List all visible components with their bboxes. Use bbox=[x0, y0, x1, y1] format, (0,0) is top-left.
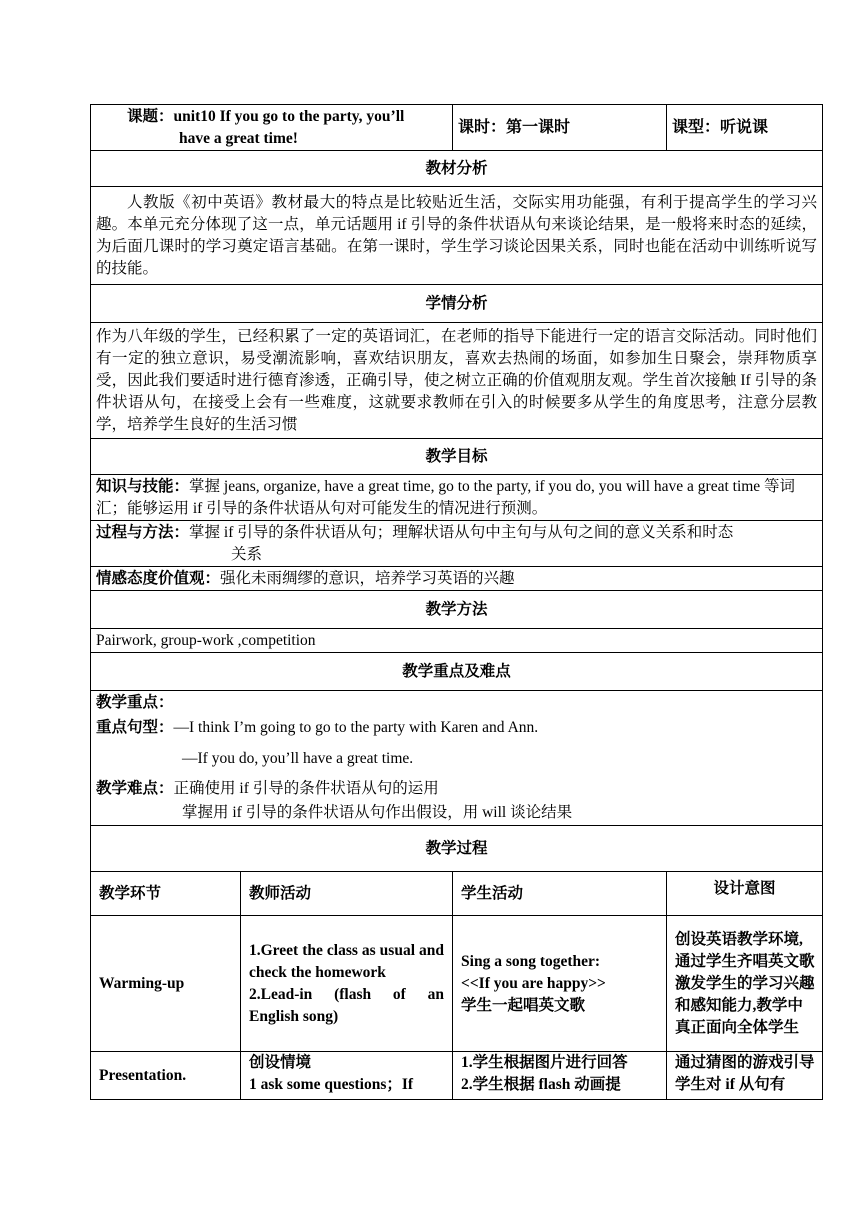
student-activity-1: 1.学生根据图片进行回答 bbox=[461, 1054, 628, 1071]
teacher-cell bbox=[241, 916, 453, 1052]
methods-text: Pairwork, group-work ,competition bbox=[91, 629, 823, 653]
col-teacher: 教师活动 bbox=[241, 872, 453, 916]
teacher-activity-2: 1 ask some questions；If bbox=[249, 1076, 414, 1093]
process-header-row bbox=[91, 872, 823, 916]
topic-line1: unit10 If you go to the party, you’ll bbox=[173, 107, 405, 125]
table-row bbox=[91, 1052, 823, 1100]
teacher-activity-1: 1.Greet the class as usual and check the homework bbox=[249, 941, 445, 981]
student-analysis-text: 作为八年级的学生，已经积累了一定的英语词汇，在老师的指导下能进行一定的语言交际活动。同时他们有一定的独立意识，易受潮流影响，喜欢结识朋友，喜欢去热闹的场面，如参加生日聚会，崇拜物质享受，因此我们要适时进行德育渗透，正确引导，使之树立正确的价值观朋友观。学生首次接触 If 引导的条件状语从句，在接受上会有一些难度，这就要求教师在引入的时候要多从学生的角度思考，注意分层教学，培养学生良好的生活习惯 bbox=[91, 323, 823, 439]
lesson-plan-table bbox=[90, 104, 823, 1100]
stage-cell: Warming-up bbox=[91, 916, 241, 1052]
teacher-activity-2: 2.Lead-in (flash of an English song) bbox=[249, 985, 445, 1025]
process-title: 教学过程 bbox=[91, 826, 823, 872]
material-analysis-text: 人教版《初中英语》教材最大的特点是比较贴近生活，交际实用功能强，有利于提高学生的学习兴趣。本单元充分体现了这一点，单元话题用 if 引导的条件状语从句来谈论结果，是一般将来时态的延续，为后面几课时的学习奠定语言基础。在第一课时，学生学习谈论因果关系，同时也能在活动中训练听说写的技能。 bbox=[91, 187, 823, 285]
table-row bbox=[91, 916, 823, 1052]
student-activity-3: 学生一起唱英文歌 bbox=[461, 996, 586, 1014]
objectives-title: 教学目标 bbox=[91, 439, 823, 475]
difficulty-1: 正确使用 if 引导的条件状语从句的运用 bbox=[173, 780, 439, 797]
student-activity-2: <<If you are happy>> bbox=[461, 974, 606, 992]
stage-cell: Presentation. bbox=[91, 1052, 241, 1100]
teacher-activity-1: 创设情境 bbox=[249, 1054, 312, 1071]
material-analysis-title: 教材分析 bbox=[91, 151, 823, 187]
process-text1: 掌握 if 引导的条件状语从句；理解状语从句中主句与从句之间的意义关系和时态 bbox=[189, 523, 734, 541]
topic-line2: have a great time! bbox=[179, 129, 298, 147]
process-text2: 关系 bbox=[231, 545, 263, 563]
type-cell: 课型：听说课 bbox=[667, 105, 823, 151]
emotion-objective bbox=[91, 567, 823, 591]
student-activity-1: Sing a song together: bbox=[461, 952, 601, 970]
emotion-label: 情感态度价值观： bbox=[96, 569, 221, 587]
student-analysis-title: 学情分析 bbox=[91, 285, 823, 323]
topic-cell bbox=[91, 105, 453, 151]
col-student: 学生活动 bbox=[453, 872, 667, 916]
methods-title: 教学方法 bbox=[91, 591, 823, 629]
col-stage: 教学环节 bbox=[91, 872, 241, 916]
emotion-text: 强化未雨绸缪的意识，培养学习英语的兴趣 bbox=[220, 569, 515, 587]
student-cell bbox=[453, 1052, 667, 1100]
key-sentence-2: —If you do, you’ll have a great time. bbox=[182, 750, 414, 767]
process-label: 过程与方法： bbox=[96, 523, 190, 541]
period-cell: 课时：第一课时 bbox=[453, 105, 667, 151]
difficulty-label: 教学难点： bbox=[96, 780, 174, 797]
col-intent: 设计意图 bbox=[667, 872, 823, 916]
key-points-content bbox=[91, 691, 823, 826]
intent-cell: 创设英语教学环境,通过学生齐唱英文歌激发学生的学习兴趣和感知能力,教学中真正面向全体学生 bbox=[667, 916, 823, 1052]
knowledge-label: 知识与技能： bbox=[96, 477, 190, 495]
knowledge-objective bbox=[91, 475, 823, 521]
sentence-label: 重点句型： bbox=[96, 719, 174, 736]
teacher-cell bbox=[241, 1052, 453, 1100]
key-sentence-1: —I think I’m going to go to the party with Karen and Ann. bbox=[173, 719, 539, 736]
knowledge-text: 掌握 jeans, organize, have a great time, go to the party, if you do, you will have a great time 等词汇；能够运用 if 引导的条件状语从句对可能发生的情况进行预测。 bbox=[96, 477, 796, 517]
header-row bbox=[91, 105, 823, 151]
focus-label: 教学重点： bbox=[96, 694, 174, 711]
process-objective bbox=[91, 521, 823, 567]
key-points-title: 教学重点及难点 bbox=[91, 653, 823, 691]
student-activity-2: 2.学生根据 flash 动画提 bbox=[461, 1076, 621, 1093]
intent-cell: 通过猜图的游戏引导学生对 if 从句有 bbox=[667, 1052, 823, 1100]
difficulty-2: 掌握用 if 引导的条件状语从句作出假设，用 will 谈论结果 bbox=[182, 804, 573, 821]
student-cell bbox=[453, 916, 667, 1052]
topic-label: 课题： bbox=[127, 107, 174, 125]
